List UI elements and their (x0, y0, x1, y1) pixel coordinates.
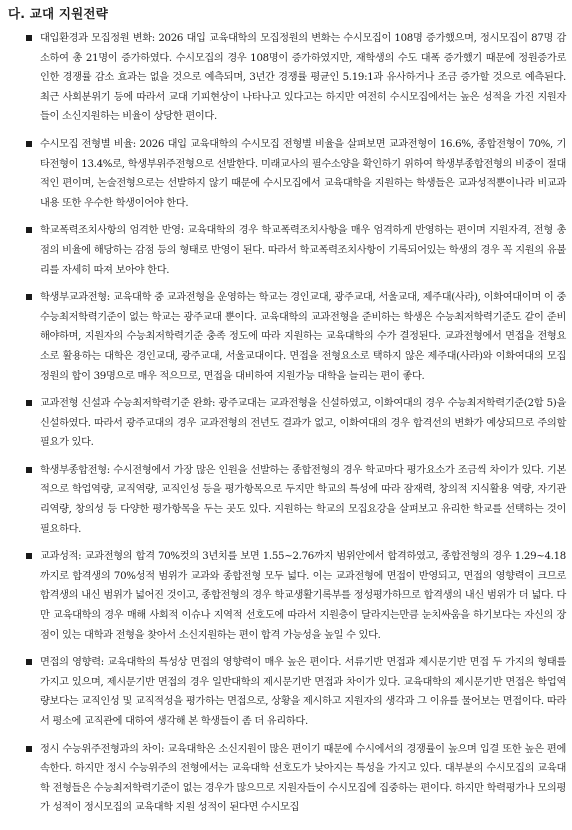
list-item-text: 교과전형 신설과 수능최저학력기준 완화: 광주교대는 교과전형을 신설하였고, 이화여대의 경우 수능최저학력기준(2합 5)을 신설하였다. 따라서 광주교대의 경우 교과전형의 전년도 결과가 없고, 이화여대의 경우 합격선의 변화가 예상되므로 주의할 필요가 있다. (40, 398, 566, 449)
list-item (40, 394, 566, 453)
list-item-text: 면접의 영향력: 교육대학의 특성상 면접의 영향력이 매우 높은 편이다. 서류기반 면접과 제시문기반 면접 두 가지의 형태를 가지고 있으며, 제시문기반 면접의 경우 일반대학의 제시문기반 면접과 차이가 있다. 교육대학의 제시문기반 면접은 학업역량보다는 교직인성 및 교직적성을 평가하는 면접으로, 상황을 제시하고 지원자의 생각과 그 이유를 물어보는 면접이다. 따라서 평소에 교직관에 대하여 생각해 본 학생들이 좀 더 유리하다. (40, 657, 566, 727)
square-bullet-icon (26, 294, 32, 300)
list-item-text: 학교폭력조치사항의 엄격한 반영: 교육대학의 경우 학교폭력조치사항을 매우 엄격하게 반영하는 편이며 지원자격, 전형 총점의 비율에 해당하는 감점 등의 형태로 반영이 된다. 따라서 학교폭력조치사항이 기록되어있는 학생의 경우 꼭 지원의 유불리를 자세히 따져 보아야 한다. (40, 225, 566, 276)
list-item (40, 740, 566, 818)
square-bullet-icon (26, 400, 32, 406)
strategy-list (0, 29, 572, 826)
list-item (40, 461, 566, 539)
list-item-text: 교과성적: 교과전형의 합격 70%컷의 3년치를 보면 1.55~2.76까지 범위안에서 합격하였고, 종합전형의 경우 1.29~4.18까지로 합격생의 70%성적 범위가 교과와 종합전형 모두 넓다. 이는 교과전형에 면접이 반영되고, 면접의 영향력이 크므로 합격생의 내신 범위가 넓어진 것이고, 종합전형의 경우 학교생활기록부를 정성평가하므로 합격생의 내신 범위가 더 넓다. 다만 교육대학의 경우 매해 사회적 이슈나 지역적 선호도에 따라서 지원층이 달라지는만큼 눈치싸움을 하기보다는 자신의 장점이 있는 대학과 전형을 찾아서 소신지원하는 편이 합격 가능성을 높일 수 있다. (40, 551, 566, 641)
list-item-text: 학생부교과전형: 교육대학 중 교과전형을 운영하는 학교는 경인교대, 광주교대, 서울교대, 제주대(사라), 이화여대이며 이 중 수능최저학력기준이 없는 학교는 광주교대 뿐이다. 교육대학의 교과전형을 준비하는 학생은 수능최저학력기준도 같이 준비해야하며, 지원자의 수능최저학력기준 충족 정도에 따라 지원하는 교육대학의 수가 결정된다. 교과전형에서 면접을 전형요소로 활용하는 대학은 경인교대, 광주교대, 서울교대이다. 면접을 전형요소로 택하지 않은 제주대(사라)와 이화여대의 모집정원의 합이 39명으로 매우 적으므로, 면접을 대비하여 지원가능 대학을 늘리는 편이 좋다. (40, 292, 566, 382)
list-item (40, 29, 566, 127)
list-item (40, 547, 566, 645)
list-item-text: 대입환경과 모집정원 변화: 2026 대입 교육대학의 모집정원의 변화는 수시모집이 108명 증가했으며, 정시모집이 87명 감소하여 총 21명이 증가하였다. 수시모집의 경우 108명이 증가하였지만, 재학생의 수도 대폭 증가했기 때문에 정원증가로 인한 경쟁률 감소 효과는 없을 것으로 예측되며, 3년간 경쟁률 평균인 5.19:1과 유사하거나 조금 증가할 것으로 예측된다. 최근 사회분위기 등에 따라서 교대 기피현상이 나타나고 있다고는 하지만 여전히 수시모집에서는 높은 성적을 가진 지원자들이 소신지원하는 비율이 상당한 편이다. (40, 33, 566, 123)
square-bullet-icon (26, 141, 32, 147)
list-item-text: 정시 수능위주전형과의 차이: 교육대학은 소신지원이 많은 편이기 때문에 수시에서의 경쟁률이 높으며 입결 또한 높은 편에 속한다. 하지만 정시 수능위주의 전형에서는 교육대학 선호도가 낮아지는 특성을 가지고 있다. 대부분의 수시모집의 교육대학 전형들은 수능최저학력기준이 없는 경우가 많으므로 지원자들이 수시모집에 집중하는 편이다. 하지만 학력평가나 모의평가 성적이 정시모집의 교육대학 지원 성적이 된다면 수시모집 (40, 743, 566, 814)
section-title: 다. 교대 지원전략 (8, 6, 108, 21)
list-item (40, 135, 566, 213)
list-item (40, 288, 566, 386)
list-item-text: 수시모집 전형별 비율: 2026 대입 교육대학의 수시모집 전형별 비율을 살펴보면 교과전형이 16.6%, 종합전형이 70%, 기타전형이 13.4%로, 학생부위주전형으로 선발한다. 미래교사의 필수소양을 확인하기 위하여 학생부종합전형의 비중이 절대적인 편이며, 논술전형으로는 선발하지 않기 때문에 수시모집에서 교육대학을 지원하는 학생들은 교과성적뿐이나라 비교과내용 또한 우수한 학생이어야 한다. (40, 138, 566, 209)
square-bullet-icon (26, 659, 32, 665)
square-bullet-icon (26, 35, 32, 41)
square-bullet-icon (26, 467, 32, 473)
square-bullet-icon (26, 553, 32, 559)
list-item (40, 221, 566, 280)
list-item-text: 학생부종합전형: 수시전형에서 가장 많은 인원을 선발하는 종합전형의 경우 학교마다 평가요소가 조금씩 차이가 있다. 기본적으로 학업역량, 교직역량, 교직인성 등을 평가항목으로 두지만 학교의 특성에 따라 잠재력, 창의적 지식활용 역량, 자기관리역량, 창의성 등 다양한 평가항목을 두는 곳도 있다. 지원하는 학교의 모집요강을 살펴보고 유리한 학교를 선택하는 것이 필요하다. (40, 464, 566, 535)
square-bullet-icon (26, 227, 32, 233)
list-item (40, 653, 566, 731)
square-bullet-icon (26, 746, 32, 752)
